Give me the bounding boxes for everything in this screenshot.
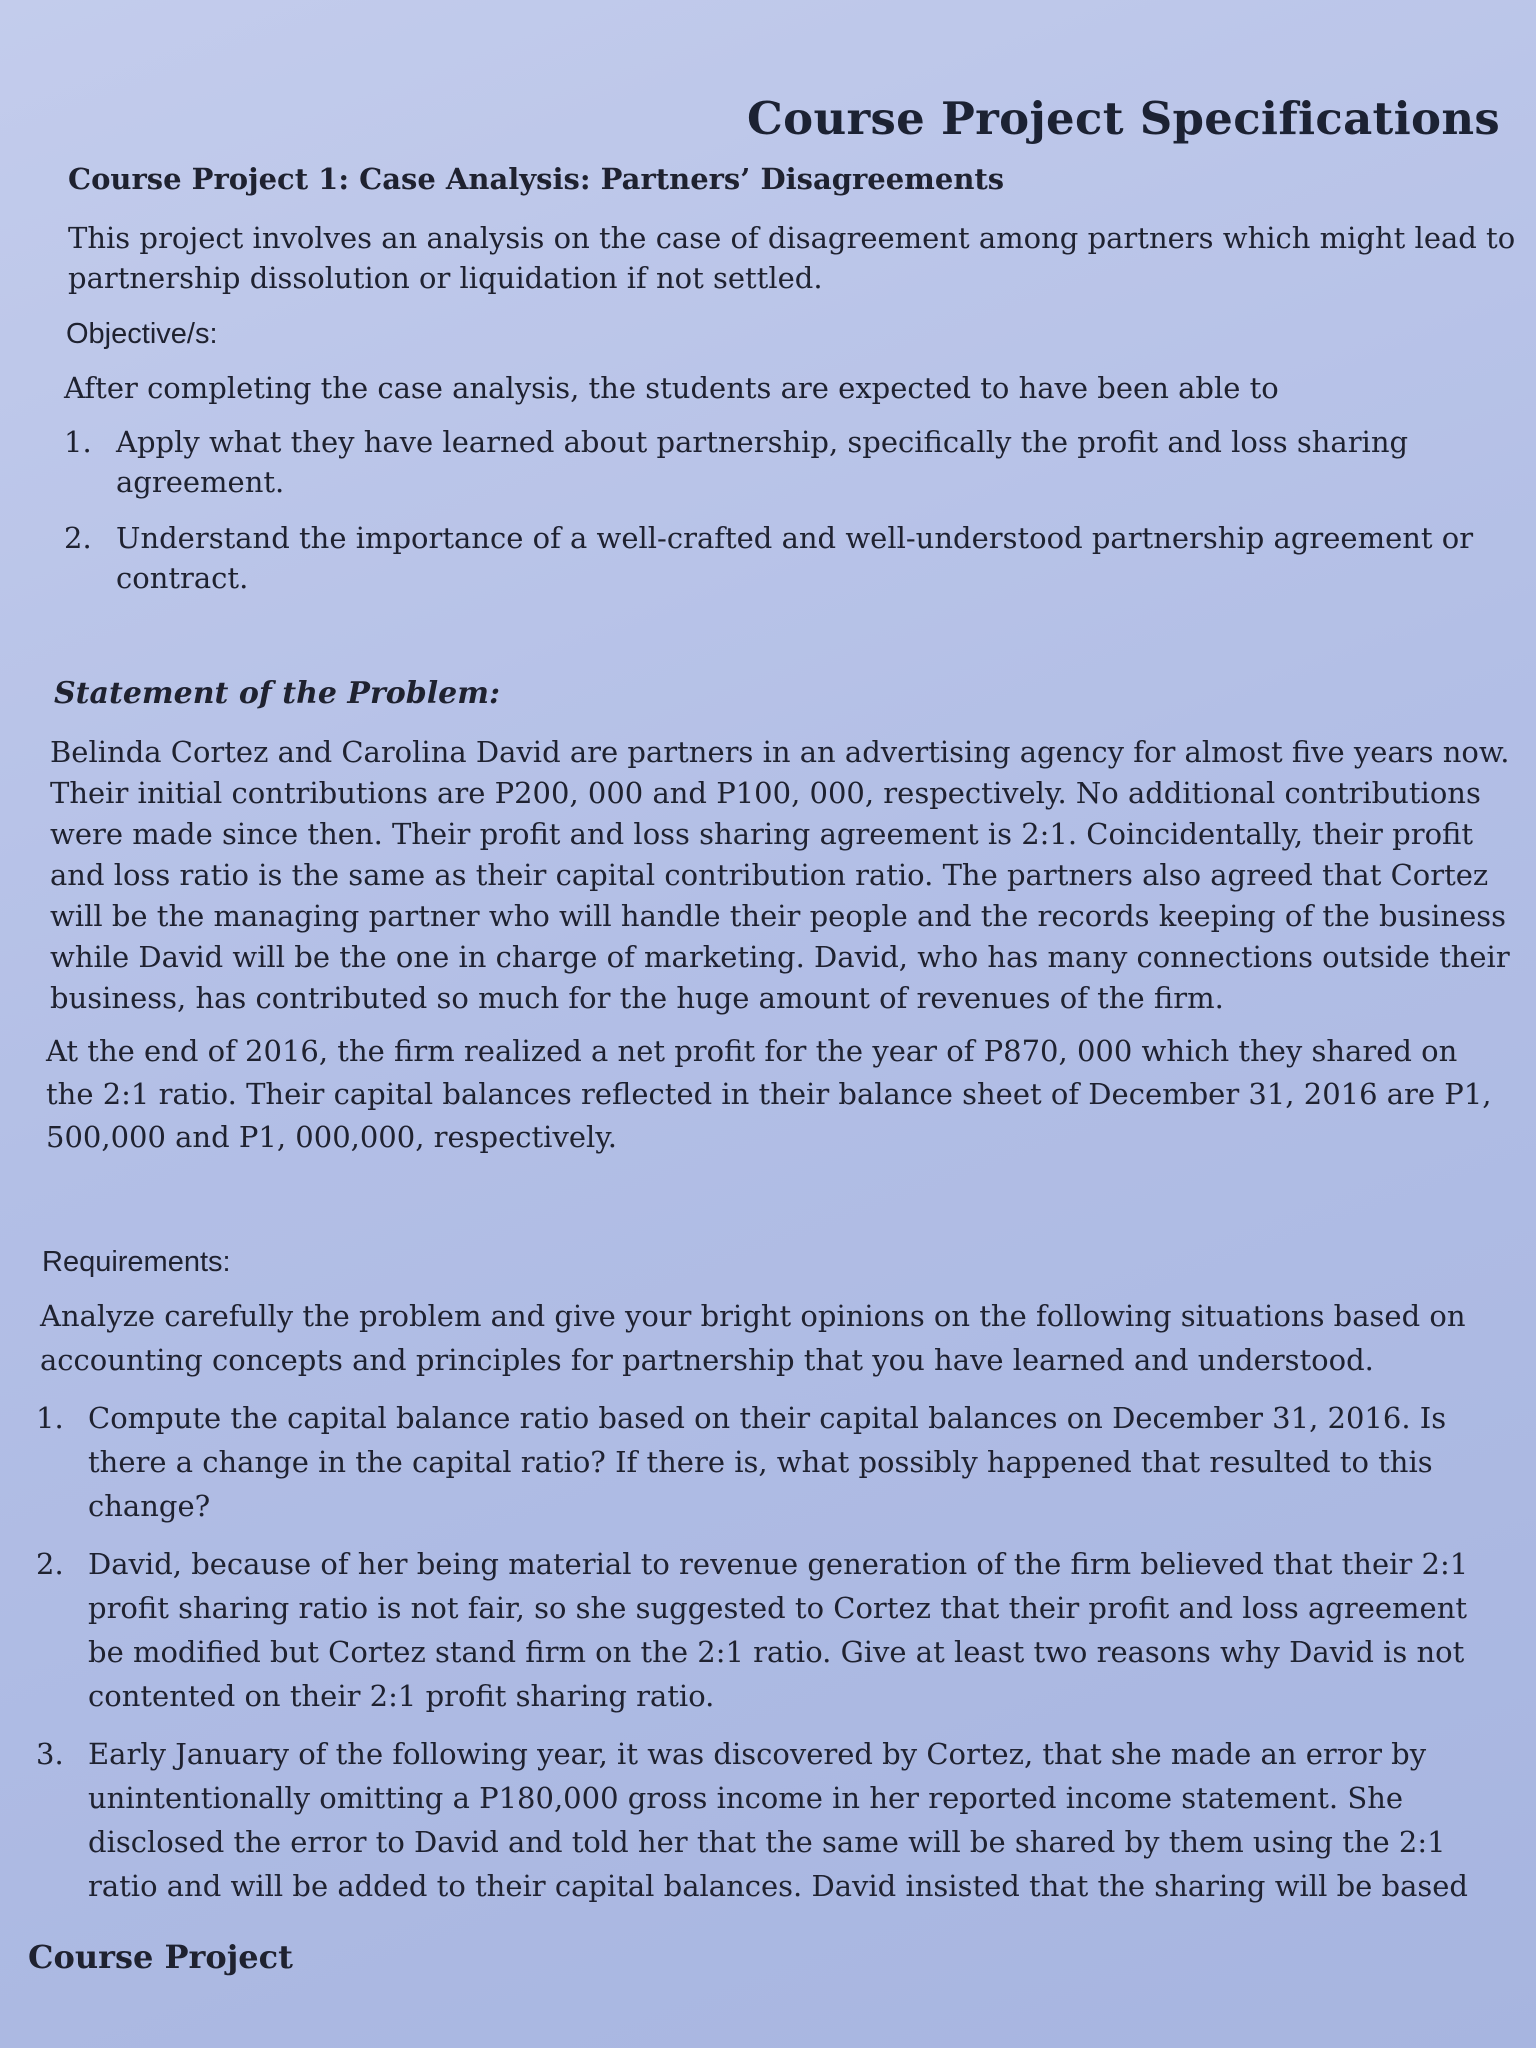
objective-line: Apply what they have learned about partnership, specifically the profit and loss sharing xyxy=(116,425,1409,459)
problem-line: Belinda Cortez and Carolina David are partners in an advertising agency for almost five years now. xyxy=(50,735,1510,769)
requirement-line: disclosed the error to David and told her that the same will be shared by them using the 2:1 xyxy=(88,1825,1446,1859)
requirements-label: Requirements: xyxy=(42,1246,231,1278)
requirements-lead xyxy=(40,1294,1466,1382)
objective-line: contract. xyxy=(116,561,249,595)
objectives-list xyxy=(64,422,1473,598)
project-heading: Course Project 1: Case Analysis: Partners’ Disagreements xyxy=(68,162,1005,196)
intro-paragraph xyxy=(68,218,1515,298)
objective-number: 2. xyxy=(64,521,92,555)
intro-line: This project involves an analysis on the case of disagreement among partners which might lead to xyxy=(68,221,1516,255)
problem-line: Their initial contributions are P200, 000 and P100, 000, respectively. No additional contributions xyxy=(50,776,1481,810)
problem-line: the 2:1 ratio. Their capital balances reflected in their balance sheet of December 31, 2016 are P1, xyxy=(46,1077,1492,1111)
problem-line: At the end of 2016, the firm realized a net profit for the year of P870, 000 which they shared on xyxy=(46,1034,1458,1068)
problem-line: 500,000 and P1, 000,000, respectively. xyxy=(46,1120,618,1154)
problem-line: and loss ratio is the same as their capital contribution ratio. The partners also agreed that Cortez xyxy=(50,858,1489,892)
problem-heading: Statement of the Problem: xyxy=(54,676,501,711)
requirement-line: David, because of her being material to revenue generation of the firm believed that their 2:1 xyxy=(88,1547,1469,1581)
requirements-list xyxy=(36,1396,1468,1908)
objective-line: agreement. xyxy=(116,465,285,499)
requirement-line: Early January of the following year, it was discovered by Cortez, that she made an error by xyxy=(88,1737,1427,1771)
objectives-label: Objective/s: xyxy=(66,318,218,350)
requirement-line: contented on their 2:1 profit sharing ratio. xyxy=(88,1679,715,1713)
document-title: Course Project Specifications xyxy=(747,92,1500,145)
objective-line: Understand the importance of a well-crafted and well-understood partnership agreement or xyxy=(116,521,1474,555)
objective-item xyxy=(64,422,1473,502)
objectives-lead: After completing the case analysis, the students are expected to have been able to xyxy=(64,371,1279,405)
requirement-number: 3. xyxy=(36,1737,64,1771)
requirement-item xyxy=(36,1542,1468,1718)
requirement-item xyxy=(36,1396,1468,1528)
requirement-line: unintentionally omitting a P180,000 gross income in her reported income statement. She xyxy=(88,1781,1404,1815)
page-footer: Course Project xyxy=(28,1938,293,1976)
requirement-line: ratio and will be added to their capital balances. David insisted that the sharing will be based xyxy=(88,1869,1468,1903)
objective-number: 1. xyxy=(64,425,92,459)
problem-line: while David will be the one in charge of marketing. David, who has many connections outside their xyxy=(50,940,1510,974)
problem-line: were made since then. Their profit and loss sharing agreement is 2:1. Coincidentally, their profit xyxy=(50,817,1474,851)
objective-item xyxy=(64,518,1473,598)
requirements-lead-line: Analyze carefully the problem and give your bright opinions on the following situations based on xyxy=(40,1299,1466,1333)
requirement-item xyxy=(36,1732,1468,1908)
problem-paragraph-2 xyxy=(46,1030,1491,1159)
requirements-lead-line: accounting concepts and principles for partnership that you have learned and understood. xyxy=(40,1343,1374,1377)
problem-line: will be the managing partner who will handle their people and the records keeping of the business xyxy=(50,899,1507,933)
requirement-line: there a change in the capital ratio? If there is, what possibly happened that resulted to this xyxy=(88,1445,1433,1479)
problem-line: business, has contributed so much for the huge amount of revenues of the firm. xyxy=(50,981,1224,1015)
requirement-number: 1. xyxy=(36,1401,64,1435)
requirement-line: profit sharing ratio is not fair, so she suggested to Cortez that their profit and loss agreement xyxy=(88,1591,1468,1625)
requirement-line: be modified but Cortez stand firm on the 2:1 ratio. Give at least two reasons why David is not xyxy=(88,1635,1465,1669)
problem-paragraph-1 xyxy=(50,732,1510,1019)
requirement-line: Compute the capital balance ratio based on their capital balances on December 31, 2016. Is xyxy=(88,1401,1447,1435)
requirement-line: change? xyxy=(88,1489,211,1523)
intro-line: partnership dissolution or liquidation if not settled. xyxy=(68,261,823,295)
requirement-number: 2. xyxy=(36,1547,64,1581)
